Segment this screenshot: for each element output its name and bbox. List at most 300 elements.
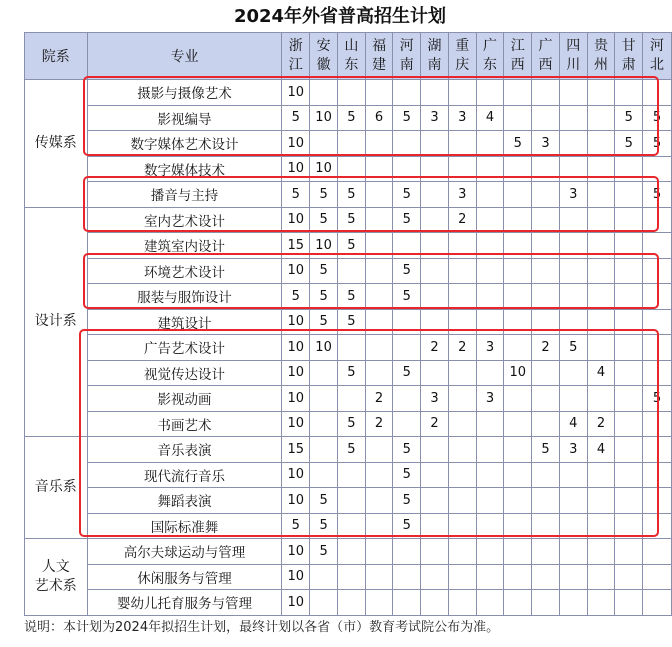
quota-cell: 5	[643, 105, 672, 131]
table-row	[25, 156, 672, 182]
quota-cell	[476, 182, 504, 208]
quota-cell	[421, 590, 449, 616]
header-province: 福 建	[365, 33, 393, 80]
quota-cell	[615, 564, 643, 590]
quota-cell: 2	[421, 335, 449, 361]
header-province: 安 徽	[310, 33, 338, 80]
table-body	[25, 80, 672, 616]
quota-cell	[532, 488, 560, 514]
quota-cell	[643, 207, 672, 233]
major-cell: 婴幼儿托育服务与管理	[87, 590, 282, 616]
quota-cell	[310, 131, 338, 157]
enrollment-table	[24, 32, 672, 616]
quota-cell	[476, 233, 504, 259]
quota-cell: 10	[282, 411, 310, 437]
quota-cell	[365, 335, 393, 361]
header-province: 河 南	[393, 33, 421, 80]
quota-cell	[365, 462, 393, 488]
quota-cell: 5	[615, 131, 643, 157]
quota-cell	[448, 488, 476, 514]
quota-cell	[476, 156, 504, 182]
quota-cell	[587, 462, 615, 488]
quota-cell: 5	[393, 513, 421, 539]
quota-cell	[393, 564, 421, 590]
major-cell: 影视编导	[87, 105, 282, 131]
quota-cell	[365, 284, 393, 310]
quota-cell: 5	[559, 335, 587, 361]
quota-cell	[421, 258, 449, 284]
quota-cell	[476, 590, 504, 616]
quota-cell	[337, 258, 365, 284]
quota-cell	[559, 258, 587, 284]
quota-cell	[532, 233, 560, 259]
quota-cell	[337, 386, 365, 412]
quota-cell	[448, 309, 476, 335]
quota-cell	[365, 360, 393, 386]
quota-cell	[421, 488, 449, 514]
quota-cell: 2	[448, 335, 476, 361]
quota-cell	[365, 156, 393, 182]
quota-cell	[421, 564, 449, 590]
quota-cell: 5	[282, 182, 310, 208]
quota-cell: 5	[282, 105, 310, 131]
header-province: 甘 肃	[615, 33, 643, 80]
quota-cell: 5	[337, 437, 365, 463]
quota-cell	[559, 207, 587, 233]
header-province: 重 庆	[448, 33, 476, 80]
major-cell: 舞蹈表演	[87, 488, 282, 514]
major-cell: 高尔夫球运动与管理	[87, 539, 282, 565]
quota-cell	[310, 80, 338, 106]
quota-cell	[559, 360, 587, 386]
quota-cell	[587, 488, 615, 514]
header-province: 广 西	[532, 33, 560, 80]
table-row	[25, 258, 672, 284]
quota-cell: 10	[282, 335, 310, 361]
department-cell: 音乐系	[25, 437, 88, 539]
quota-cell	[615, 258, 643, 284]
quota-cell	[532, 284, 560, 310]
quota-cell: 5	[310, 207, 338, 233]
quota-cell	[365, 488, 393, 514]
quota-cell	[559, 590, 587, 616]
quota-cell	[587, 182, 615, 208]
quota-cell	[559, 105, 587, 131]
quota-cell: 10	[282, 590, 310, 616]
major-cell: 现代流行音乐	[87, 462, 282, 488]
quota-cell	[532, 462, 560, 488]
quota-cell	[337, 539, 365, 565]
quota-cell: 10	[282, 131, 310, 157]
quota-cell	[310, 564, 338, 590]
quota-cell	[337, 335, 365, 361]
quota-cell	[615, 386, 643, 412]
quota-cell	[365, 131, 393, 157]
quota-cell	[587, 564, 615, 590]
quota-cell	[587, 156, 615, 182]
table-row	[25, 513, 672, 539]
quota-cell: 2	[532, 335, 560, 361]
quota-cell	[337, 131, 365, 157]
quota-cell	[559, 488, 587, 514]
quota-cell	[365, 437, 393, 463]
quota-cell	[310, 360, 338, 386]
quota-cell: 5	[337, 309, 365, 335]
quota-cell: 5	[337, 360, 365, 386]
quota-cell	[615, 182, 643, 208]
quota-cell	[337, 513, 365, 539]
major-cell: 视觉传达设计	[87, 360, 282, 386]
quota-cell	[532, 386, 560, 412]
quota-cell	[448, 386, 476, 412]
quota-cell	[365, 233, 393, 259]
quota-cell	[476, 411, 504, 437]
quota-cell	[310, 386, 338, 412]
header-province: 江 西	[504, 33, 532, 80]
quota-cell: 5	[310, 539, 338, 565]
major-cell: 室内艺术设计	[87, 207, 282, 233]
quota-cell: 5	[310, 258, 338, 284]
quota-cell: 4	[559, 411, 587, 437]
quota-cell	[365, 513, 393, 539]
quota-cell	[337, 564, 365, 590]
quota-cell	[587, 207, 615, 233]
quota-cell	[504, 539, 532, 565]
quota-cell: 5	[643, 182, 672, 208]
quota-cell	[532, 360, 560, 386]
quota-cell: 5	[643, 131, 672, 157]
quota-cell	[643, 564, 672, 590]
quota-cell: 2	[365, 411, 393, 437]
quota-cell	[504, 207, 532, 233]
quota-cell	[615, 488, 643, 514]
quota-cell	[643, 590, 672, 616]
quota-cell	[504, 309, 532, 335]
quota-cell	[643, 437, 672, 463]
quota-cell	[337, 590, 365, 616]
quota-cell	[421, 539, 449, 565]
quota-cell: 4	[587, 360, 615, 386]
table-row	[25, 284, 672, 310]
quota-cell	[448, 131, 476, 157]
quota-cell	[337, 156, 365, 182]
quota-cell	[587, 258, 615, 284]
quota-cell	[587, 335, 615, 361]
quota-cell	[587, 80, 615, 106]
quota-cell	[310, 462, 338, 488]
major-cell: 环境艺术设计	[87, 258, 282, 284]
quota-cell	[448, 411, 476, 437]
quota-cell	[476, 437, 504, 463]
header-province: 山 东	[337, 33, 365, 80]
quota-cell	[532, 411, 560, 437]
table-row	[25, 590, 672, 616]
quota-cell	[615, 539, 643, 565]
quota-cell: 10	[504, 360, 532, 386]
quota-cell	[476, 309, 504, 335]
quota-cell	[615, 207, 643, 233]
quota-cell	[421, 233, 449, 259]
quota-cell	[476, 80, 504, 106]
quota-cell	[337, 462, 365, 488]
quota-cell: 15	[282, 437, 310, 463]
quota-cell: 5	[393, 284, 421, 310]
header-major: 专业	[87, 33, 282, 80]
quota-cell	[643, 488, 672, 514]
quota-cell	[448, 564, 476, 590]
major-cell: 播音与主持	[87, 182, 282, 208]
quota-cell	[476, 462, 504, 488]
header-province: 四 川	[559, 33, 587, 80]
quota-cell	[476, 207, 504, 233]
quota-cell	[643, 284, 672, 310]
quota-cell	[643, 258, 672, 284]
quota-cell: 10	[282, 488, 310, 514]
quota-cell	[532, 590, 560, 616]
department-cell: 传媒系	[25, 80, 88, 208]
quota-cell: 5	[337, 105, 365, 131]
quota-cell: 5	[337, 411, 365, 437]
quota-cell: 3	[448, 182, 476, 208]
quota-cell	[393, 80, 421, 106]
quota-cell: 5	[282, 284, 310, 310]
quota-cell	[643, 539, 672, 565]
quota-cell	[532, 182, 560, 208]
quota-cell	[310, 437, 338, 463]
quota-cell	[643, 335, 672, 361]
quota-cell	[448, 590, 476, 616]
table-row	[25, 386, 672, 412]
quota-cell	[615, 156, 643, 182]
quota-cell	[448, 233, 476, 259]
quota-cell	[532, 539, 560, 565]
quota-cell	[532, 156, 560, 182]
quota-cell: 2	[365, 386, 393, 412]
quota-cell	[615, 590, 643, 616]
quota-cell	[504, 488, 532, 514]
header-row	[25, 33, 672, 80]
quota-cell: 5	[393, 207, 421, 233]
major-cell: 书画艺术	[87, 411, 282, 437]
quota-cell	[504, 233, 532, 259]
quota-cell: 5	[310, 513, 338, 539]
table-row	[25, 539, 672, 565]
table-row	[25, 309, 672, 335]
quota-cell: 5	[393, 182, 421, 208]
quota-cell: 5	[337, 284, 365, 310]
quota-cell: 3	[476, 335, 504, 361]
quota-cell	[476, 360, 504, 386]
quota-cell	[587, 131, 615, 157]
quota-cell	[559, 462, 587, 488]
header-province: 广 东	[476, 33, 504, 80]
quota-cell: 10	[282, 156, 310, 182]
quota-cell	[476, 131, 504, 157]
quota-cell: 10	[282, 207, 310, 233]
quota-cell	[393, 131, 421, 157]
quota-cell	[587, 539, 615, 565]
quota-cell: 3	[559, 182, 587, 208]
header-province: 浙 江	[282, 33, 310, 80]
quota-cell	[448, 156, 476, 182]
quota-cell	[532, 513, 560, 539]
major-cell: 国际标准舞	[87, 513, 282, 539]
quota-cell	[504, 105, 532, 131]
quota-cell	[421, 360, 449, 386]
quota-cell	[448, 513, 476, 539]
quota-cell	[337, 488, 365, 514]
quota-cell	[476, 539, 504, 565]
quota-cell	[365, 80, 393, 106]
quota-cell: 5	[504, 131, 532, 157]
quota-cell	[532, 105, 560, 131]
table-row	[25, 182, 672, 208]
quota-cell	[448, 360, 476, 386]
major-cell: 服装与服饰设计	[87, 284, 282, 310]
quota-cell	[559, 309, 587, 335]
quota-cell: 4	[587, 437, 615, 463]
footnote: 说明：本计划为2024年拟招生计划，最终计划以各省（市）教育考试院公布为准。	[24, 620, 500, 635]
quota-cell	[448, 437, 476, 463]
quota-cell	[421, 156, 449, 182]
quota-cell	[587, 386, 615, 412]
quota-cell: 6	[365, 105, 393, 131]
quota-cell	[587, 590, 615, 616]
quota-cell: 5	[337, 207, 365, 233]
quota-cell	[559, 564, 587, 590]
quota-cell	[615, 437, 643, 463]
major-cell: 数字媒体艺术设计	[87, 131, 282, 157]
quota-cell: 5	[310, 309, 338, 335]
quota-cell: 3	[559, 437, 587, 463]
table-row	[25, 437, 672, 463]
quota-cell	[393, 156, 421, 182]
quota-cell	[615, 411, 643, 437]
quota-cell	[448, 80, 476, 106]
table-row	[25, 411, 672, 437]
quota-cell	[532, 207, 560, 233]
quota-cell: 4	[476, 105, 504, 131]
quota-cell	[504, 80, 532, 106]
quota-cell: 10	[310, 335, 338, 361]
quota-cell: 5	[393, 360, 421, 386]
quota-cell: 5	[643, 386, 672, 412]
quota-cell	[337, 80, 365, 106]
department-cell: 人文 艺术系	[25, 539, 88, 616]
quota-cell	[615, 360, 643, 386]
major-cell: 影视动画	[87, 386, 282, 412]
quota-cell	[532, 564, 560, 590]
quota-cell	[643, 462, 672, 488]
quota-cell	[504, 335, 532, 361]
quota-cell	[559, 80, 587, 106]
quota-cell	[504, 437, 532, 463]
table-row	[25, 360, 672, 386]
quota-cell	[476, 513, 504, 539]
table-row	[25, 462, 672, 488]
quota-cell	[365, 182, 393, 208]
quota-cell	[365, 539, 393, 565]
quota-cell: 5	[615, 105, 643, 131]
quota-cell	[615, 513, 643, 539]
quota-cell: 5	[393, 258, 421, 284]
quota-cell: 3	[421, 105, 449, 131]
quota-cell: 5	[337, 182, 365, 208]
quota-cell	[393, 309, 421, 335]
quota-cell	[365, 564, 393, 590]
quota-cell: 5	[393, 462, 421, 488]
header-province: 湖 南	[421, 33, 449, 80]
quota-cell	[310, 411, 338, 437]
quota-cell	[476, 258, 504, 284]
major-cell: 摄影与摄像艺术	[87, 80, 282, 106]
quota-cell	[504, 513, 532, 539]
quota-cell	[365, 207, 393, 233]
quota-cell	[559, 284, 587, 310]
table-row	[25, 207, 672, 233]
quota-cell	[587, 309, 615, 335]
department-cell: 设计系	[25, 207, 88, 437]
quota-cell: 5	[282, 513, 310, 539]
quota-cell	[421, 80, 449, 106]
quota-cell	[421, 437, 449, 463]
table-row	[25, 335, 672, 361]
major-cell: 建筑室内设计	[87, 233, 282, 259]
quota-cell	[643, 156, 672, 182]
quota-cell	[643, 360, 672, 386]
major-cell: 数字媒体技术	[87, 156, 282, 182]
header-province: 河 北	[643, 33, 672, 80]
quota-cell	[504, 258, 532, 284]
quota-cell	[310, 590, 338, 616]
quota-cell: 5	[337, 233, 365, 259]
quota-cell: 10	[282, 80, 310, 106]
quota-cell	[504, 411, 532, 437]
quota-cell: 10	[310, 156, 338, 182]
quota-cell: 3	[476, 386, 504, 412]
quota-cell	[615, 335, 643, 361]
quota-cell: 5	[310, 182, 338, 208]
quota-cell: 5	[393, 488, 421, 514]
quota-cell	[421, 513, 449, 539]
quota-cell	[393, 590, 421, 616]
quota-cell: 3	[532, 131, 560, 157]
quota-cell	[559, 131, 587, 157]
quota-cell: 2	[587, 411, 615, 437]
quota-cell	[559, 233, 587, 259]
quota-cell	[365, 258, 393, 284]
quota-cell	[421, 182, 449, 208]
quota-cell: 5	[532, 437, 560, 463]
quota-cell	[587, 513, 615, 539]
quota-cell	[643, 309, 672, 335]
header-dept: 院系	[25, 33, 88, 80]
quota-cell	[448, 284, 476, 310]
major-cell: 音乐表演	[87, 437, 282, 463]
major-cell: 建筑设计	[87, 309, 282, 335]
quota-cell	[504, 284, 532, 310]
quota-cell	[421, 284, 449, 310]
quota-cell	[448, 462, 476, 488]
quota-cell: 10	[282, 539, 310, 565]
page-title: 2024年外省普高招生计划	[233, 6, 447, 27]
quota-cell	[393, 233, 421, 259]
quota-cell	[504, 590, 532, 616]
quota-cell	[421, 309, 449, 335]
quota-cell	[421, 131, 449, 157]
quota-cell	[421, 207, 449, 233]
quota-cell	[393, 411, 421, 437]
